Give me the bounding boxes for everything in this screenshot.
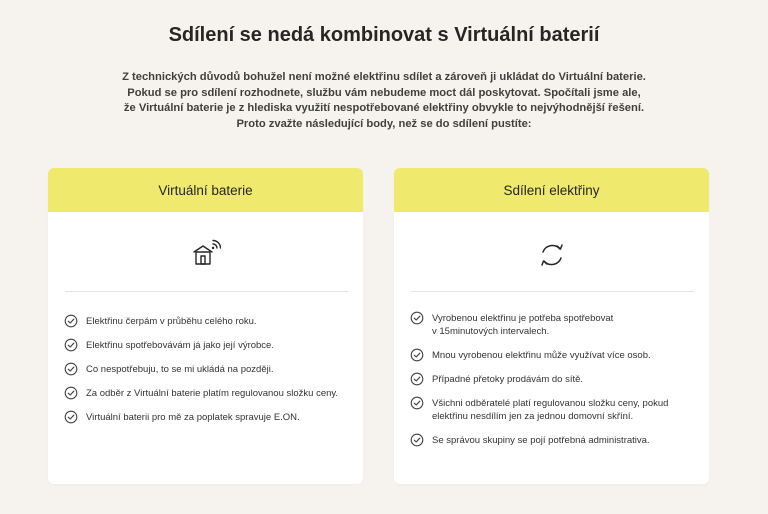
check-circle-icon xyxy=(410,396,424,410)
card-header xyxy=(394,168,709,212)
check-circle-icon xyxy=(64,386,78,400)
intro-text xyxy=(0,70,768,132)
check-circle-icon xyxy=(64,314,78,328)
intro-line: Proto zvažte následující body, než se do sdílení pustíte: xyxy=(236,117,532,130)
list-item xyxy=(410,397,695,423)
check-circle-icon xyxy=(64,362,78,376)
check-circle-icon xyxy=(410,372,424,386)
list-item-text: Případné přetoky prodávám do sítě. xyxy=(432,374,584,385)
list-item-text: Všichni odběratelé platí regulovanou složku ceny, pokud elektřinu nesdílím jen za jednou domovní skříní. xyxy=(432,398,669,422)
list-item xyxy=(410,349,695,362)
divider xyxy=(65,291,348,292)
intro-line: Z technických důvodů bohužel není možné elektřinu sdílet a zároveň ji ukládat do Virtuální baterie. xyxy=(122,71,646,83)
check-circle-icon xyxy=(410,348,424,362)
page-title: Sdílení se nedá kombinovat s Virtuální baterií xyxy=(168,24,600,46)
list-item xyxy=(410,373,695,386)
card-header xyxy=(48,168,363,212)
list-item xyxy=(64,411,349,424)
divider xyxy=(411,291,694,292)
feature-list xyxy=(410,312,695,458)
card-title: Virtuální baterie xyxy=(158,182,253,198)
list-item-text: Za odběr z Virtuální baterie platím regulovanou složku ceny. xyxy=(86,388,339,399)
list-item xyxy=(64,363,349,376)
list-item xyxy=(64,315,349,328)
list-item-text: Mnou vyrobenou elektřinu může využívat více osob. xyxy=(432,350,651,361)
energy-sharing-card xyxy=(394,168,709,484)
intro-line: Pokud se pro sdílení rozhodnete, službu vám nebudeme moct dál poskytovat. Spočítali jsme ale, xyxy=(127,86,641,99)
feature-list xyxy=(64,315,349,435)
card-title: Sdílení elektřiny xyxy=(503,182,600,198)
list-item-text: Elektřinu spotřebovávám já jako její výrobce. xyxy=(86,340,274,351)
check-circle-icon xyxy=(64,338,78,352)
intro-line: že Virtuální baterie je z hlediska využití nespotřebované elektřiny obvykle to nejvýhodnější řešení. xyxy=(123,102,645,115)
list-item xyxy=(64,387,349,400)
list-item-text: Se správou skupiny se pojí potřebná administrativa. xyxy=(432,435,650,446)
check-circle-icon xyxy=(410,311,424,325)
list-item-text: Virtuální baterii pro mě za poplatek spravuje E.ON. xyxy=(86,412,300,423)
list-item xyxy=(64,339,349,352)
virtual-battery-card xyxy=(48,168,363,484)
sync-arrows-icon xyxy=(537,240,567,270)
check-circle-icon xyxy=(410,433,424,447)
list-item xyxy=(410,434,695,447)
smart-home-icon xyxy=(191,238,221,268)
list-item-text: Elektřinu čerpám v průběhu celého roku. xyxy=(86,316,257,327)
list-item xyxy=(410,312,695,338)
list-item-text: Vyrobenou elektřinu je potřeba spotřebovat v 15minutových intervalech. xyxy=(432,313,614,337)
check-circle-icon xyxy=(64,410,78,424)
list-item-text: Co nespotřebuju, to se mi ukládá na později. xyxy=(86,364,274,375)
